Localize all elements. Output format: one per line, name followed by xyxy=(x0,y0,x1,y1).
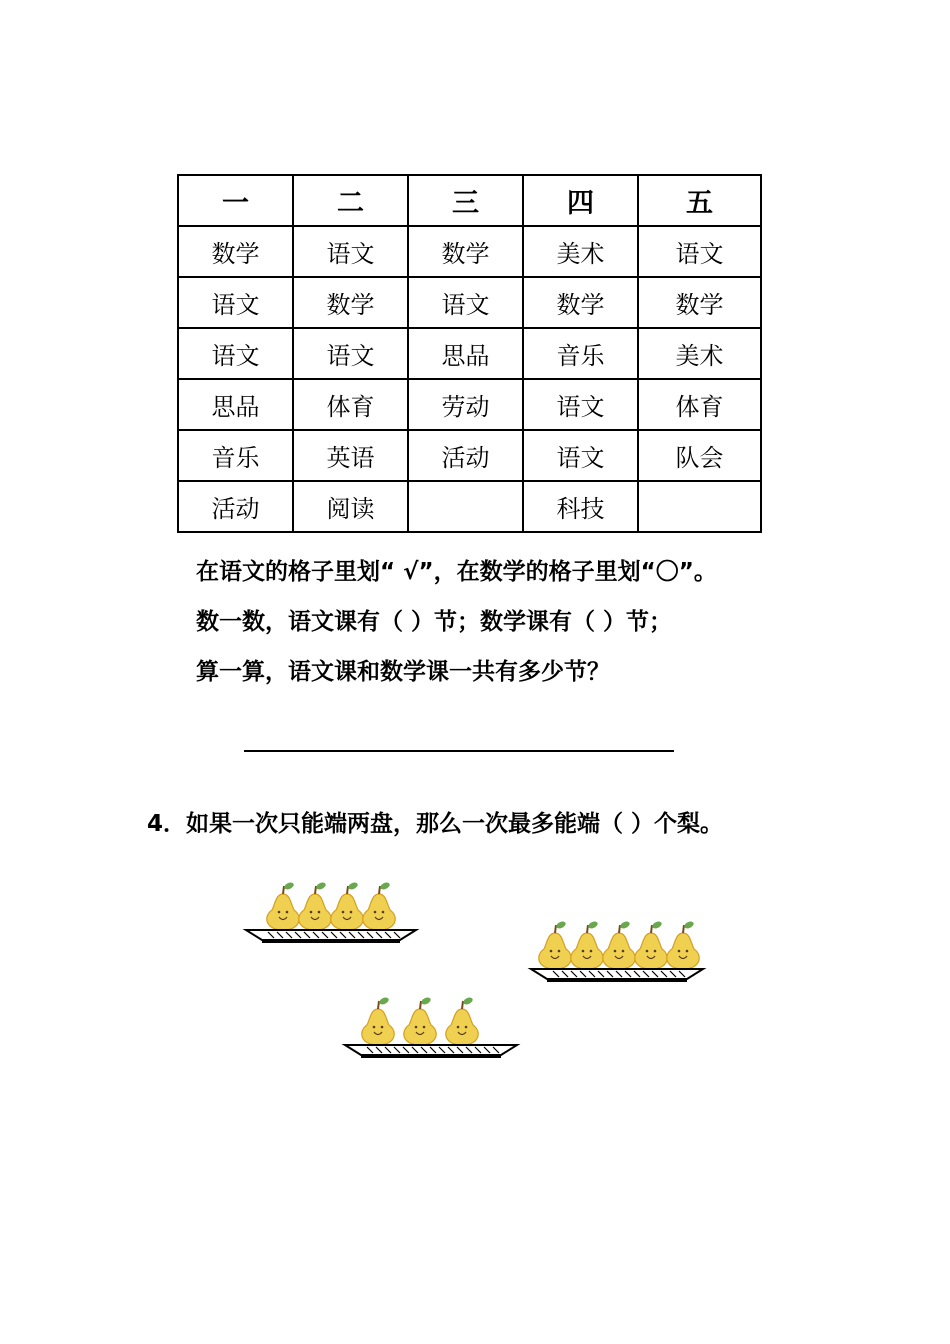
table-cell: 数学 xyxy=(408,226,523,277)
table-cell: 体育 xyxy=(293,379,408,430)
plate-icon xyxy=(246,930,416,942)
table-cell: 思品 xyxy=(408,328,523,379)
table-cell: 数学 xyxy=(178,226,293,277)
instruction-mark-cells: 在语文的格子里划“ √”，在数学的格子里划“〇”。 xyxy=(196,559,717,585)
pear-icon xyxy=(571,920,603,969)
table-cell: 语文 xyxy=(523,379,638,430)
pear-icon xyxy=(331,881,363,930)
table-cell: 音乐 xyxy=(178,430,293,481)
table-cell: 劳动 xyxy=(408,379,523,430)
header-mon: 一 xyxy=(178,175,293,226)
table-cell: 语文 xyxy=(293,328,408,379)
table-cell: 科技 xyxy=(523,481,638,532)
pear-icon xyxy=(363,881,395,930)
table-cell: 队会 xyxy=(638,430,761,481)
table-cell: 语文 xyxy=(293,226,408,277)
plate-of-pears xyxy=(345,996,517,1057)
table-cell: 语文 xyxy=(408,277,523,328)
table-cell: 数学 xyxy=(523,277,638,328)
table-cell: 语文 xyxy=(178,277,293,328)
table-cell: 英语 xyxy=(293,430,408,481)
table-cell: 语文 xyxy=(523,430,638,481)
table-cell: 数学 xyxy=(293,277,408,328)
table-cell: 思品 xyxy=(178,379,293,430)
table-cell: 美术 xyxy=(638,328,761,379)
header-thu: 四 xyxy=(523,175,638,226)
table-cell: 语文 xyxy=(638,226,761,277)
pear-icon xyxy=(667,920,699,969)
pear-icon xyxy=(267,881,299,930)
table-cell: 活动 xyxy=(178,481,293,532)
header-wed: 三 xyxy=(408,175,523,226)
plate-icon xyxy=(345,1045,517,1057)
pear-icon xyxy=(362,996,394,1045)
plate-icon xyxy=(531,969,703,981)
table-cell: 音乐 xyxy=(523,328,638,379)
header-fri: 五 xyxy=(638,175,761,226)
table-cell: 体育 xyxy=(638,379,761,430)
plate-of-pears xyxy=(531,920,703,981)
plate-of-pears xyxy=(246,881,416,942)
pear-icon xyxy=(446,996,478,1045)
table-cell: 语文 xyxy=(178,328,293,379)
pear-icon xyxy=(603,920,635,969)
header-tue: 二 xyxy=(293,175,408,226)
table-cell: 美术 xyxy=(523,226,638,277)
table-cell: 数学 xyxy=(638,277,761,328)
pear-icon xyxy=(635,920,667,969)
question-4: 4．如果一次只能端两盘，那么一次最多能端（ ）个梨。 xyxy=(147,811,724,837)
pear-icon xyxy=(299,881,331,930)
table-cell: 阅读 xyxy=(293,481,408,532)
instruction-count-lessons: 数一数，语文课有（ ）节；数学课有（ ）节； xyxy=(196,609,673,635)
pear-icon xyxy=(539,920,571,969)
instruction-total-lessons: 算一算，语文课和数学课一共有多少节？ xyxy=(196,659,610,685)
pear-icon xyxy=(404,996,436,1045)
table-cell: 活动 xyxy=(408,430,523,481)
